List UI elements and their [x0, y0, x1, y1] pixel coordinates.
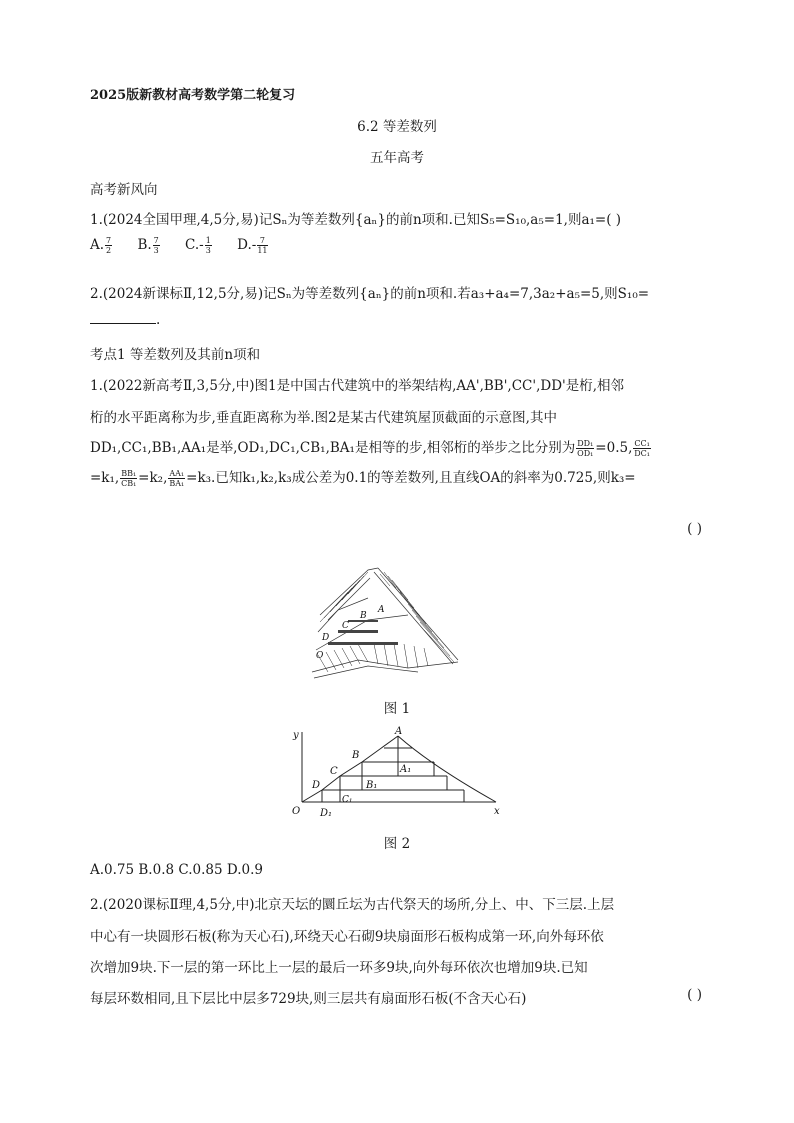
question-3-line-1: 1.(2022新高考Ⅱ,3,5分,中)图1是中国古代建筑中的举架结构,AA',BB',CC',DD'是桁,相邻 [90, 378, 625, 394]
option-b: B. $\frac{7}{3}$ [137, 236, 159, 255]
svg-text:D: D [322, 633, 330, 643]
question-4-line-4: 每层环数相同,且下层比中层多729块,则三层共有扇面形石板(不含天心石) [90, 991, 527, 1007]
question-4-answer-paren: ( ) [687, 987, 702, 1003]
question-2-answer-blank: . [90, 312, 160, 328]
part-heading-new-trend: 高考新风向 [90, 182, 158, 198]
part-heading-topic-1: 考点1 等差数列及其前n项和 [90, 347, 261, 363]
question-3-line-2: 桁的水平距离称为步,垂直距离称为举.图2是某古代建筑屋顶截面的示意图,其中 [90, 410, 557, 426]
svg-text:O: O [316, 651, 324, 661]
fig2-label-o: O [292, 806, 301, 817]
fig2-label-c: C [330, 766, 338, 777]
question-3-answer-paren: ( ) [687, 521, 702, 537]
question-3-line-4: =k₁, $\frac{\text{BB₁}}{\text{CB₁}}$ =k₂, $\frac{\text{AA₁}}{\text{BA₁}}$ =k₃.已知k₁,k₂,k₃成公差为0.1的等差数列,且直线OA的斜率为0.725,则k₃= [90, 469, 636, 488]
question-1-stem: 1.(2024全国甲理,4,5分,易)记Sₙ为等差数列{aₙ}的前n项和.已知S₅=S₁₀,a₅=1,则a₁=( ) [90, 212, 622, 228]
fig2-label-d1: D₁ [320, 808, 333, 819]
svg-text:B: B [360, 611, 367, 621]
section-title: 6.2 等差数列 [357, 119, 437, 135]
question-2-stem: 2.(2024新课标Ⅱ,12,5分,易)记Sₙ为等差数列{aₙ}的前n项和.若a₃+a₄=7,3a₂+a₅=5,则S₁₀= [90, 286, 650, 302]
figure-2-cross-section [282, 726, 502, 822]
fig2-label-c1: C₁ [342, 795, 353, 805]
figure-1-caption: 图 1 [383, 701, 411, 717]
question-4-line-3: 次增加9块.下一层的第一环比上一层的最后一环多9块,向外每环依次也增加9块.已知 [90, 960, 588, 976]
question-4-line-1: 2.(2020课标Ⅱ理,4,5分,中)北京天坛的圜丘坛为古代祭天的场所,分上、中、下三层.上层 [90, 897, 615, 913]
fig2-label-d: D [312, 780, 321, 791]
question-3-options: A.0.75 B.0.8 C.0.85 D.0.9 [90, 862, 263, 878]
question-4-line-2: 中心有一块圆形石板(称为天心石),环绕天心石砌9块扇面形石板构成第一环,向外每环依 [90, 929, 604, 945]
question-3-line-3: DD₁,CC₁,BB₁,AA₁是举,OD₁,DC₁,CB₁,BA₁是相等的步,相邻桁的举步之比分别为 $\frac{\text{DD₁}}{\text{OD₁}}$ =0.5, $\frac{\text{CC₁}}{\text{DC₁}}$ [90, 439, 650, 458]
doc-header: 2025版新教材高考数学第二轮复习 [90, 88, 296, 103]
svg-text:A: A [378, 605, 385, 615]
fig2-label-y: y [293, 730, 299, 741]
option-c: C.- $\frac{1}{3}$ [185, 236, 211, 255]
fig2-label-x: x [494, 806, 500, 817]
fig2-label-b: B [352, 750, 360, 761]
fig2-label-a1: A₁ [400, 764, 412, 775]
option-a: A. $\frac{7}{2}$ [90, 236, 112, 255]
section-subtitle: 五年高考 [370, 150, 424, 166]
svg-text:C: C [342, 621, 349, 631]
figure-2-caption: 图 2 [383, 836, 411, 852]
question-1-options [90, 236, 289, 255]
option-d: D.- $\frac{7}{11}$ [237, 236, 268, 255]
figure-1-roof-illustration [308, 560, 460, 686]
fig2-label-b1: B₁ [366, 780, 378, 791]
fig2-label-a: A [395, 726, 403, 737]
